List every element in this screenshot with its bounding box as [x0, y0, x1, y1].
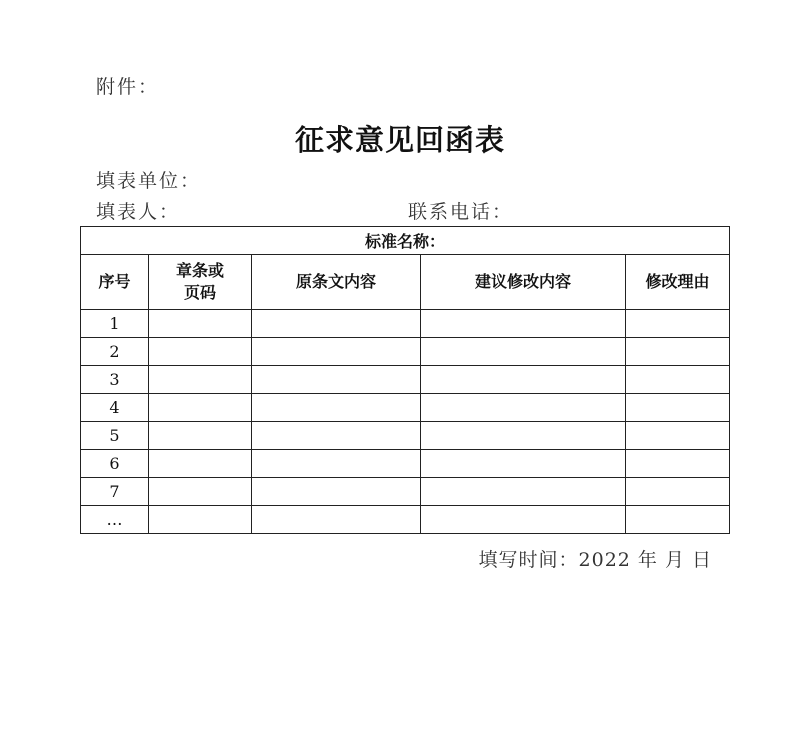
row-reason-cell[interactable]: [626, 338, 730, 366]
table-row: [81, 478, 730, 506]
row-chapter-page-cell[interactable]: [149, 338, 252, 366]
header-serial: 序号: [81, 255, 149, 310]
row-chapter-page-cell[interactable]: [149, 366, 252, 394]
row-serial: 5: [81, 422, 149, 450]
row-chapter-page-cell[interactable]: [149, 394, 252, 422]
filler-label: 填表人：: [96, 201, 181, 223]
header-reason: 修改理由: [626, 255, 730, 310]
standard-name-row: [81, 227, 730, 255]
fill-date-label: 填写时间：2022 年 月 日: [478, 549, 712, 571]
row-original-text-cell[interactable]: [252, 506, 421, 534]
row-chapter-page-cell[interactable]: [149, 422, 252, 450]
header-chapter-line1: 章条或: [175, 261, 224, 280]
row-suggested-change-cell[interactable]: [421, 478, 626, 506]
row-original-text-cell[interactable]: [252, 310, 421, 338]
row-reason-cell[interactable]: [626, 450, 730, 478]
header-chapter-line2: 页码: [183, 283, 216, 302]
row-original-text-cell[interactable]: [252, 450, 421, 478]
table-row: [81, 394, 730, 422]
row-original-text-cell[interactable]: [252, 394, 421, 422]
row-serial: …: [81, 506, 149, 534]
row-reason-cell[interactable]: [626, 394, 730, 422]
row-original-text-cell[interactable]: [252, 366, 421, 394]
standard-name-label[interactable]: 标准名称：: [81, 227, 730, 255]
attachment-label: 附件：: [96, 76, 160, 98]
phone-label: 联系电话：: [408, 201, 514, 223]
row-suggested-change-cell[interactable]: [421, 506, 626, 534]
table-row: [81, 506, 730, 534]
row-suggested-change-cell[interactable]: [421, 310, 626, 338]
table-row: [81, 310, 730, 338]
row-reason-cell[interactable]: [626, 422, 730, 450]
row-suggested-change-cell[interactable]: [421, 338, 626, 366]
row-serial: 3: [81, 366, 149, 394]
header-suggested-change: 建议修改内容: [421, 255, 626, 310]
feedback-table: [80, 226, 730, 534]
table-row: [81, 450, 730, 478]
table-row: [81, 338, 730, 366]
table-body: [81, 310, 730, 534]
row-reason-cell[interactable]: [626, 310, 730, 338]
row-suggested-change-cell[interactable]: [421, 366, 626, 394]
row-suggested-change-cell[interactable]: [421, 422, 626, 450]
header-chapter-page: [149, 255, 252, 310]
row-original-text-cell[interactable]: [252, 478, 421, 506]
row-suggested-change-cell[interactable]: [421, 450, 626, 478]
fill-unit-label: 填表单位：: [96, 170, 202, 192]
row-serial: 1: [81, 310, 149, 338]
row-chapter-page-cell[interactable]: [149, 478, 252, 506]
table-row: [81, 422, 730, 450]
row-serial: 4: [81, 394, 149, 422]
row-serial: 2: [81, 338, 149, 366]
row-suggested-change-cell[interactable]: [421, 394, 626, 422]
row-reason-cell[interactable]: [626, 366, 730, 394]
row-serial: 6: [81, 450, 149, 478]
row-original-text-cell[interactable]: [252, 422, 421, 450]
header-original-text: 原条文内容: [252, 255, 421, 310]
row-reason-cell[interactable]: [626, 478, 730, 506]
table-row: [81, 366, 730, 394]
row-chapter-page-cell[interactable]: [149, 506, 252, 534]
form-title: 征求意见回函表: [294, 123, 505, 157]
row-serial: 7: [81, 478, 149, 506]
row-chapter-page-cell[interactable]: [149, 450, 252, 478]
table-header-row: [81, 255, 730, 310]
row-chapter-page-cell[interactable]: [149, 310, 252, 338]
row-original-text-cell[interactable]: [252, 338, 421, 366]
row-reason-cell[interactable]: [626, 506, 730, 534]
